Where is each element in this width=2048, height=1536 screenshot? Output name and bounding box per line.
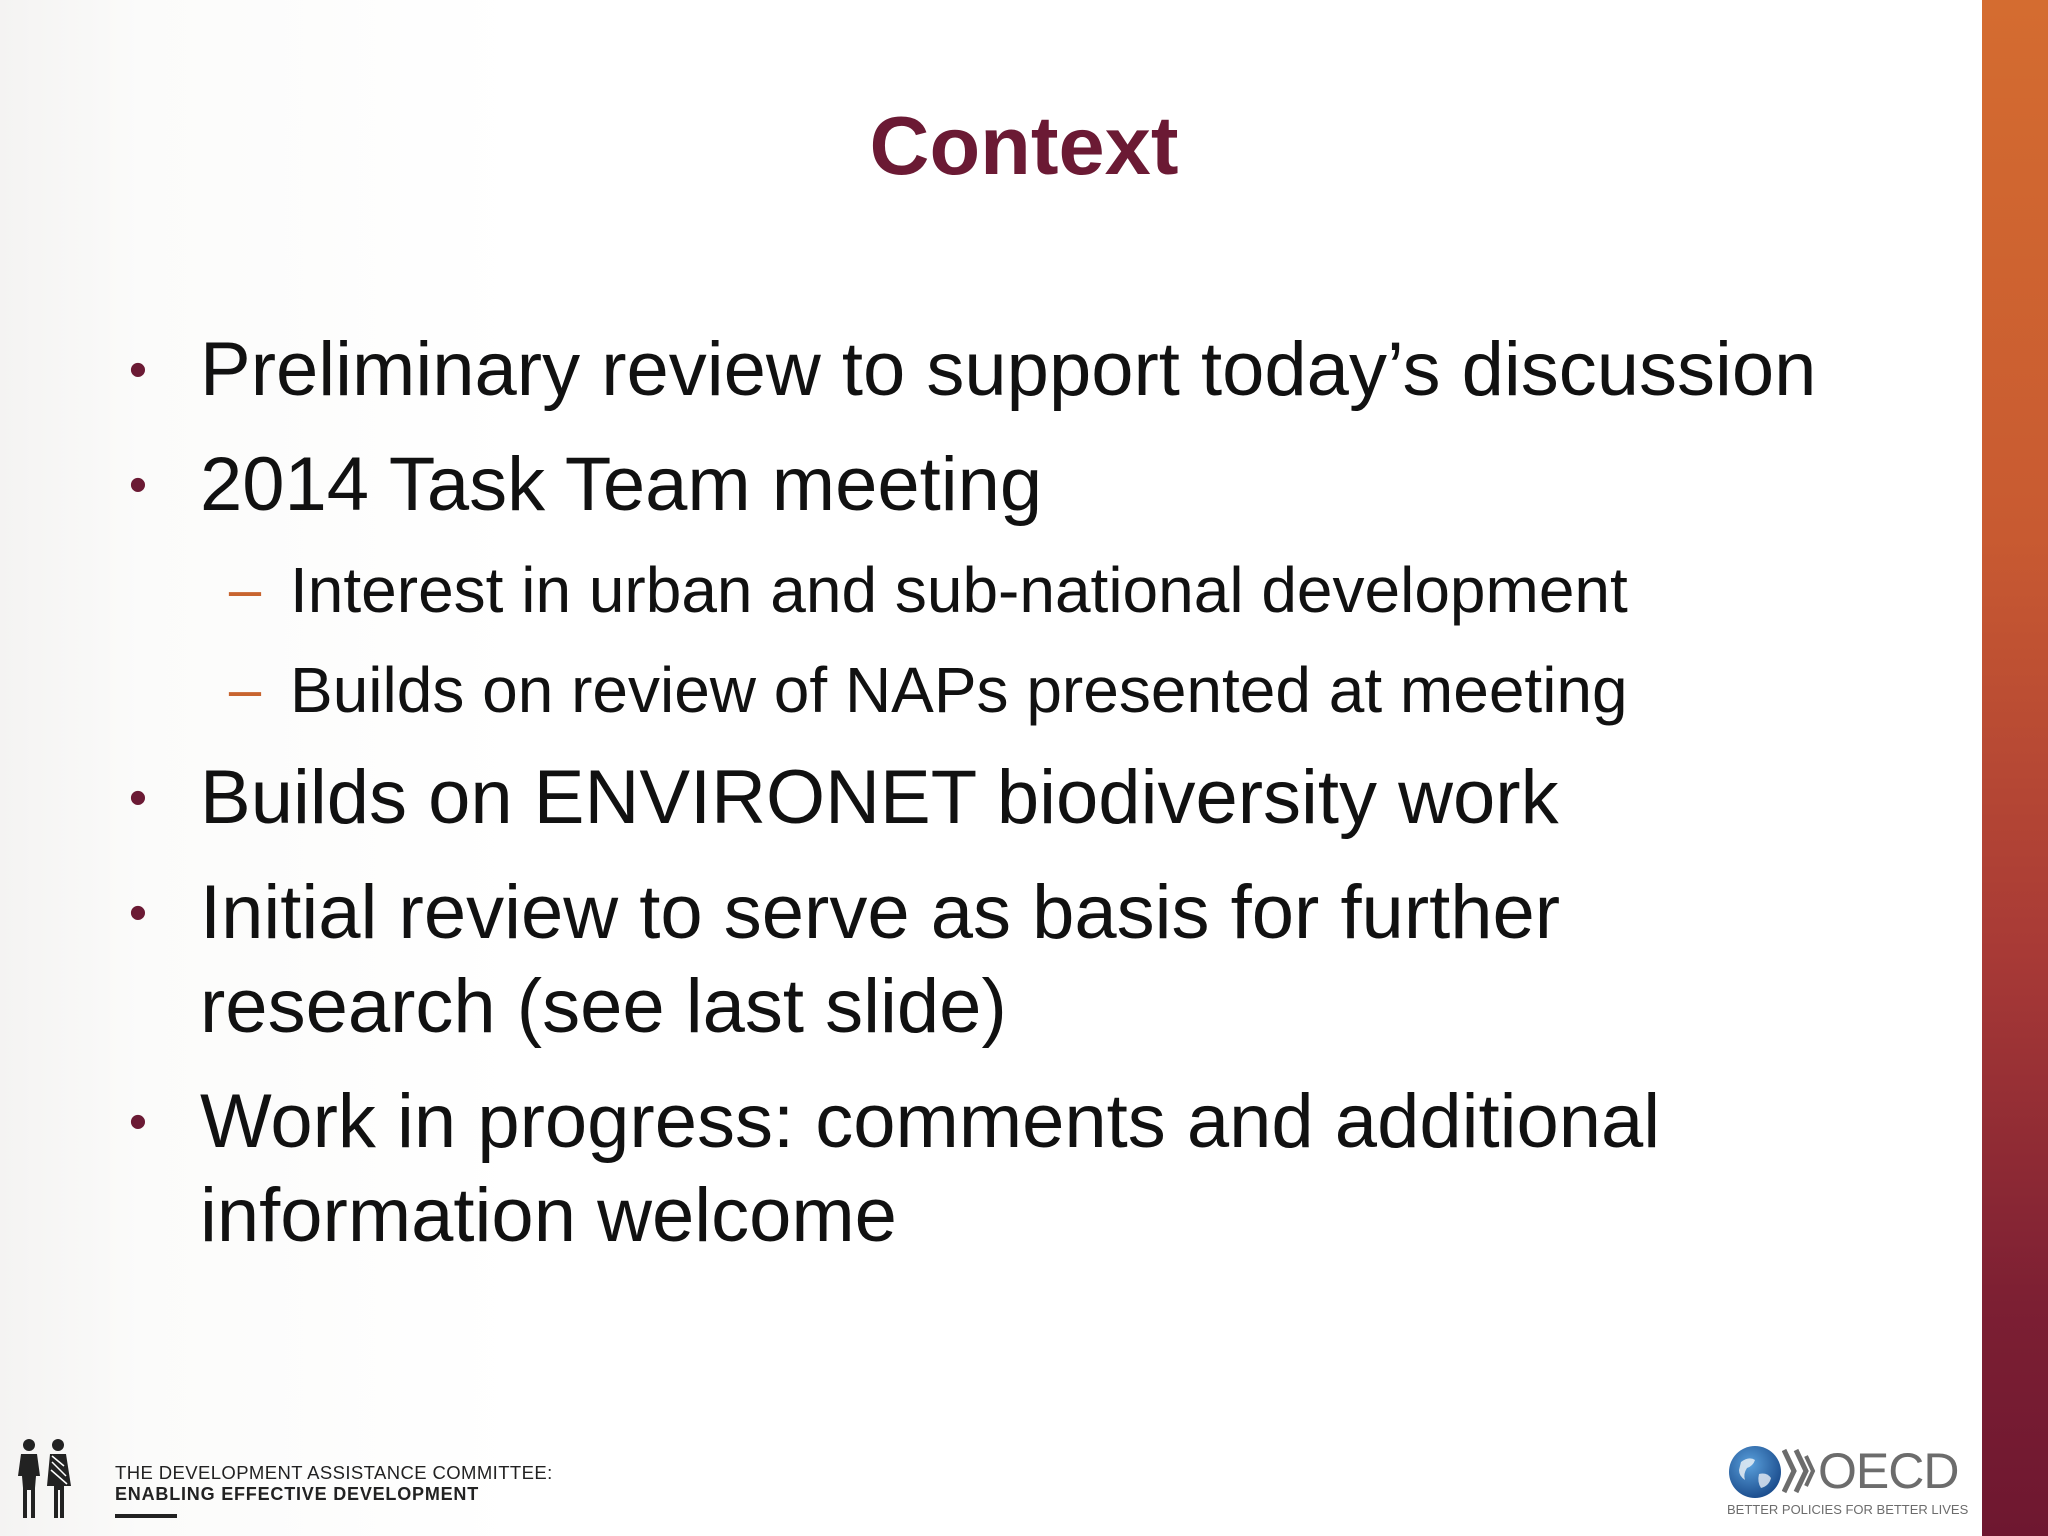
bullet-item: Builds on ENVIRONET biodiversity work [200,755,1559,840]
sub-bullet-item: Builds on review of NAPs presented at meeting [290,654,1628,726]
accent-side-band [1982,0,2048,1536]
dac-people-icon [16,1438,72,1520]
bullet-marker: • [128,341,148,399]
footer-divider [115,1514,177,1518]
dac-title-line-2: ENABLING EFFECTIVE DEVELOPMENT [115,1484,480,1504]
bullet-marker: • [128,769,148,827]
bullet-marker: • [128,456,148,514]
sub-bullet-item: Interest in urban and sub-national development [290,554,1628,626]
slide-title: Context [869,99,1179,192]
oecd-chevron-icon [1782,1446,1816,1496]
dac-title-line-1: THE DEVELOPMENT ASSISTANCE COMMITTEE: [115,1462,553,1483]
oecd-wordmark: OECD [1818,1443,1959,1499]
bullet-item-line-2: research (see last slide) [200,964,1007,1049]
oecd-tagline: BETTER POLICIES FOR BETTER LIVES [1727,1502,1969,1517]
bullet-item-line-2: information welcome [200,1173,897,1258]
bullet-marker: • [128,884,148,942]
bullet-item: 2014 Task Team meeting [200,442,1043,527]
oecd-globe-icon [1727,1444,1783,1500]
bullet-item: Preliminary review to support today’s discussion [200,327,1817,412]
sub-bullet-marker: – [228,657,262,722]
bullet-marker: • [128,1093,148,1151]
bullet-item-line-1: Work in progress: comments and additional [200,1079,1661,1164]
sub-bullet-marker: – [228,557,262,622]
bullet-item-line-1: Initial review to serve as basis for further [200,870,1561,955]
